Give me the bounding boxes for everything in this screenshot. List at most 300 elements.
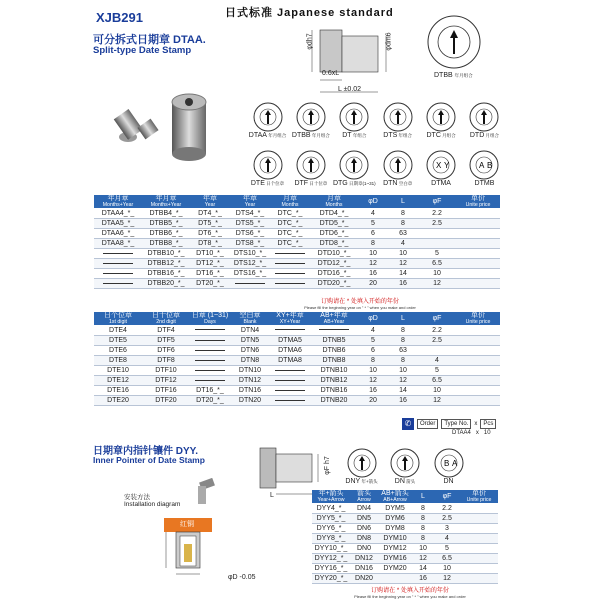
table-cell: DTD10_*_ xyxy=(310,248,358,258)
table-cell xyxy=(270,365,310,375)
table-cell: DTBB10_*_ xyxy=(142,248,190,258)
table-cell: DTNB20 xyxy=(310,395,358,405)
pcs-box: Pcs xyxy=(480,419,496,429)
table-cell xyxy=(460,503,498,513)
table-cell: DTC_*_ xyxy=(270,218,310,228)
table-cell: DT20_*_ xyxy=(190,278,230,288)
dial-dn xyxy=(384,448,427,496)
column-header: 日章 (1~31) Days xyxy=(191,312,229,325)
table-row xyxy=(312,553,498,563)
table-row xyxy=(94,208,500,218)
table-cell: 10 xyxy=(418,385,456,395)
table-cell: 10 xyxy=(388,365,418,375)
table3-note: 订购请在 * 处填入开始的年份 Please fill the beginning year on " * " when you make and order xyxy=(354,588,466,599)
table-cell xyxy=(456,385,500,395)
product-title-en: Split-type Date Stamp xyxy=(93,45,192,56)
table-row xyxy=(94,248,500,258)
table-row xyxy=(94,375,500,385)
table-cell: DT6_*_ xyxy=(190,228,230,238)
table-cell xyxy=(460,563,498,573)
column-header: 空白章 Blank xyxy=(230,312,270,325)
dial-suffix: 空白章 xyxy=(397,181,413,186)
table-cell: DTN6 xyxy=(230,345,270,355)
table-cell xyxy=(270,268,310,278)
dial-suffix: 日期章(1~31) xyxy=(347,181,376,186)
order-label: Order xyxy=(417,419,438,429)
table-cell: 4 xyxy=(358,325,388,335)
dial-dn xyxy=(427,448,470,496)
table-cell: 6 xyxy=(358,228,388,238)
table-cell: DT16_*_ xyxy=(190,268,230,278)
dim-l: L ±0.02 xyxy=(338,86,362,93)
table-cell: 3 xyxy=(434,523,460,533)
column-header: φD xyxy=(358,312,388,325)
table-cell: 8 xyxy=(412,513,434,523)
type-no-box: Type No. xyxy=(441,419,471,429)
table-cell: DYY5_*_ xyxy=(312,513,350,523)
dial-code: DTAA xyxy=(248,132,267,139)
table-cell: 16 xyxy=(388,395,418,405)
table-cell: 8 xyxy=(412,503,434,513)
table-cell: DTF20 xyxy=(142,395,190,405)
table-cell: DTE6 xyxy=(94,345,142,355)
dial-icon xyxy=(339,102,369,132)
table-row xyxy=(94,238,500,248)
table-cell: DTBB5_*_ xyxy=(142,218,190,228)
dial-icon xyxy=(383,150,413,180)
dials-row-1 xyxy=(246,102,506,154)
phone-icon: ✆ xyxy=(402,418,414,430)
dial-dtd xyxy=(463,102,506,154)
table-cell: 12 xyxy=(412,553,434,563)
table-cell: 12 xyxy=(388,375,418,385)
column-header: 年+箭头 Year+Arrow xyxy=(312,490,350,503)
table-cell: DYY10_*_ xyxy=(312,543,350,553)
svg-text:A: A xyxy=(479,161,485,170)
table-cell xyxy=(270,385,310,395)
table-cell: 8 xyxy=(358,238,388,248)
table-row xyxy=(312,513,498,523)
dial-code: DTD xyxy=(469,132,485,139)
svg-text:B: B xyxy=(487,161,493,170)
dial-dts xyxy=(376,102,419,154)
table-cell: 12 xyxy=(358,375,388,385)
table-cell: DYY16_*_ xyxy=(312,563,350,573)
table-cell xyxy=(270,395,310,405)
table-cell xyxy=(270,325,310,335)
table-cell: DYM5 xyxy=(378,503,412,513)
table-cell: DTD12_*_ xyxy=(310,258,358,268)
table-cell: DN5 xyxy=(350,513,378,523)
table-cell: 8 xyxy=(388,335,418,345)
standard-title: 日式标准 Japanese standard xyxy=(225,7,394,19)
dim-06kl: 0.6xL xyxy=(322,70,340,77)
table-cell: 63 xyxy=(388,345,418,355)
table-row xyxy=(94,258,500,268)
dial-icon xyxy=(469,150,499,180)
table-cell: 4 xyxy=(418,355,456,365)
dial-code: DT xyxy=(342,132,352,139)
table-cell: DTN20 xyxy=(230,395,270,405)
table-cell: 16 xyxy=(358,385,388,395)
table-cell: 16 xyxy=(358,268,388,278)
table-cell xyxy=(456,228,500,238)
table-cell xyxy=(190,355,230,365)
table-cell: 12 xyxy=(418,395,456,405)
table-row xyxy=(94,335,500,345)
table-cell: 14 xyxy=(412,563,434,573)
table-cell xyxy=(190,345,230,355)
table-cell: DTN16 xyxy=(230,385,270,395)
table-cell: DTBB20_*_ xyxy=(142,278,190,288)
table-cell: DTS5_*_ xyxy=(230,218,270,228)
table-cell: DYY12_*_ xyxy=(312,553,350,563)
dial-code: DN xyxy=(443,478,454,485)
table-cell xyxy=(456,335,500,345)
table-row xyxy=(312,563,498,573)
dial-code: DTN xyxy=(383,180,398,187)
table-cell xyxy=(94,278,142,288)
table-cell xyxy=(460,553,498,563)
dim-dh7: φdh7 xyxy=(306,33,314,50)
table-cell: DTS16_*_ xyxy=(230,268,270,278)
table-cell: DYM12 xyxy=(378,543,412,553)
table-cell xyxy=(270,278,310,288)
table-cell xyxy=(456,278,500,288)
table-cell: DTE10 xyxy=(94,365,142,375)
dial-icon xyxy=(426,150,456,180)
table-cell xyxy=(460,533,498,543)
svg-text:Y: Y xyxy=(444,161,450,170)
table-cell: DN4 xyxy=(350,503,378,513)
table-cell: DTAA6_*_ xyxy=(94,228,142,238)
column-header: 日十位章 2nd digit xyxy=(142,312,190,325)
table-row xyxy=(94,218,500,228)
table-cell: DTAA8_*_ xyxy=(94,238,142,248)
table-cell: DYM20 xyxy=(378,563,412,573)
table-cell xyxy=(460,543,498,553)
dial-dtbb-large-label: DTBB 年月组合 xyxy=(434,72,473,79)
table-cell: DTBB6_*_ xyxy=(142,228,190,238)
column-header: 单价 Unite price xyxy=(456,195,500,208)
table-cell: DN8 xyxy=(350,533,378,543)
table-cell xyxy=(310,325,358,335)
table-cell: DTF4 xyxy=(142,325,190,335)
table-cell xyxy=(94,268,142,278)
table-cell: 12 xyxy=(388,258,418,268)
table-cell: DN20 xyxy=(350,573,378,583)
table-cell: DT5_*_ xyxy=(190,218,230,228)
install-diagram xyxy=(150,478,250,588)
dial-dtbb xyxy=(289,102,332,154)
table-row xyxy=(94,385,500,395)
column-header: AB+箭头 AB+Arrow xyxy=(378,490,412,503)
table-cell: DT12_*_ xyxy=(190,258,230,268)
column-header: φF xyxy=(434,490,460,503)
table-cell xyxy=(456,345,500,355)
table-row xyxy=(312,573,498,583)
table-cell xyxy=(460,523,498,533)
table-cell xyxy=(456,268,500,278)
table-row xyxy=(312,543,498,553)
table-cell: 2.5 xyxy=(434,513,460,523)
table-cell: 20 xyxy=(358,395,388,405)
table-cell xyxy=(456,258,500,268)
table-cell: DTD20_*_ xyxy=(310,278,358,288)
table-cell: 8 xyxy=(388,218,418,228)
table-cell: DTBB12_*_ xyxy=(142,258,190,268)
table-pointer xyxy=(312,490,498,584)
table-cell: DT20_*_ xyxy=(190,395,230,405)
table-cell: DTS8_*_ xyxy=(230,238,270,248)
table-cell: DTNB6 xyxy=(310,345,358,355)
table-cell: 8 xyxy=(358,355,388,365)
dial-dt xyxy=(333,102,376,154)
dial-icon xyxy=(434,448,464,478)
table-cell xyxy=(456,355,500,365)
table-cell: DTD16_*_ xyxy=(310,268,358,278)
dial-code: DTS xyxy=(383,132,398,139)
table-cell xyxy=(418,228,456,238)
product-photo xyxy=(100,62,220,172)
table-cell xyxy=(190,325,230,335)
table-row xyxy=(94,325,500,335)
dial-suffix: 年组合 xyxy=(397,133,413,138)
dial-suffix: 年月组合 xyxy=(266,133,287,138)
table-cell: DTNB8 xyxy=(310,355,358,365)
pointer-dim-l: L xyxy=(270,492,274,499)
dim-dm6: φdm6 xyxy=(385,32,393,51)
table-cell: DTE16 xyxy=(94,385,142,395)
table-cell: DTMA6 xyxy=(270,345,310,355)
table-cell: DTC_*_ xyxy=(270,228,310,238)
table-cell: DTNB12 xyxy=(310,375,358,385)
dial-icon xyxy=(390,448,420,478)
table-cell xyxy=(270,375,310,385)
table-cell: 6.5 xyxy=(418,258,456,268)
column-header: L xyxy=(388,195,418,208)
dial-suffix: 年组合 xyxy=(351,133,367,138)
dial-icon xyxy=(339,150,369,180)
table-cell: 20 xyxy=(358,278,388,288)
table-cell: DTF6 xyxy=(142,345,190,355)
table-row xyxy=(94,268,500,278)
dial-dtaa xyxy=(246,102,289,154)
table1-note: 订购请在 * 处填入开始的年份 Please fill the beginning year on " * " when you make and order xyxy=(304,299,416,310)
table-cell: DTBB4_*_ xyxy=(142,208,190,218)
table-cell: DYM6 xyxy=(378,513,412,523)
table-cell xyxy=(456,208,500,218)
table-cell xyxy=(378,573,412,583)
svg-text:B: B xyxy=(443,459,449,468)
table-row xyxy=(94,365,500,375)
table-cell xyxy=(456,238,500,248)
dial-code: DTE xyxy=(250,180,265,187)
table-cell: 14 xyxy=(388,385,418,395)
table-cell: DTF5 xyxy=(142,335,190,345)
table-cell: DTE8 xyxy=(94,355,142,365)
table-row xyxy=(94,395,500,405)
table-cell: DTD6_*_ xyxy=(310,228,358,238)
table-cell: 6.5 xyxy=(418,375,456,385)
table-cell: DYY8_*_ xyxy=(312,533,350,543)
table-cell: DTNB10 xyxy=(310,365,358,375)
table-cell: DYY6_*_ xyxy=(312,523,350,533)
table-row xyxy=(312,503,498,513)
table-cell: DYY20_*_ xyxy=(312,573,350,583)
table-cell xyxy=(190,335,230,345)
dial-suffix: 年+箭头 xyxy=(360,479,378,484)
table-cell: 2.2 xyxy=(418,325,456,335)
table-cell: DTNB16 xyxy=(310,385,358,395)
table-cell: 10 xyxy=(434,563,460,573)
dial-icon xyxy=(296,150,326,180)
table-cell: 10 xyxy=(418,268,456,278)
table-cell: 8 xyxy=(388,208,418,218)
table-cell: 12 xyxy=(434,573,460,583)
table-cell: 2.5 xyxy=(418,218,456,228)
dial-icon xyxy=(296,102,326,132)
dial-suffix: 月组合 xyxy=(440,133,456,138)
column-header: 年章 Year xyxy=(230,195,270,208)
dial-suffix: 箭头 xyxy=(404,479,416,484)
table-cell: 8 xyxy=(412,523,434,533)
table-cell: 10 xyxy=(412,543,434,553)
dial-code: DTF xyxy=(294,180,309,187)
table-cell: 12 xyxy=(358,258,388,268)
table-cell: DT8_*_ xyxy=(190,238,230,248)
table-cell xyxy=(456,218,500,228)
table-cell: DTC_*_ xyxy=(270,208,310,218)
dial-code: DTC xyxy=(426,132,441,139)
table-cell: 2.2 xyxy=(434,503,460,513)
svg-text:X: X xyxy=(436,161,442,170)
column-header: L xyxy=(412,490,434,503)
table-cell: DTC_*_ xyxy=(270,238,310,248)
table-month-year xyxy=(94,195,500,289)
dial-suffix: 日十位章 xyxy=(308,181,328,186)
table-cell: DYY4_*_ xyxy=(312,503,350,513)
table-cell: DT16_*_ xyxy=(190,385,230,395)
table-cell: DTE5 xyxy=(94,335,142,345)
table-cell: 16 xyxy=(388,278,418,288)
svg-text:A: A xyxy=(451,459,457,468)
table-cell: 10 xyxy=(358,365,388,375)
column-header: 箭头 Arrow xyxy=(350,490,378,503)
column-header: 单价 Unite price xyxy=(460,490,498,503)
table-cell xyxy=(460,573,498,583)
install-dim-d: φD -0.05 xyxy=(228,574,256,581)
table-cell: DN16 xyxy=(350,563,378,573)
table-row xyxy=(94,345,500,355)
dial-suffix: 年月组合 xyxy=(310,133,330,138)
pointer-title-en: Inner Pointer of Date Stamp xyxy=(93,455,205,465)
table-cell: 10 xyxy=(358,248,388,258)
dial-icon xyxy=(253,102,283,132)
dial-dtc xyxy=(420,102,463,154)
column-header: 月章 Months xyxy=(270,195,310,208)
table-cell xyxy=(190,375,230,385)
table-cell xyxy=(230,278,270,288)
table-cell: DTBB8_*_ xyxy=(142,238,190,248)
table-cell: 12 xyxy=(418,278,456,288)
table-cell: DTMA8 xyxy=(270,355,310,365)
table-cell: 16 xyxy=(412,573,434,583)
table-cell xyxy=(94,258,142,268)
table-row xyxy=(312,533,498,543)
table-cell: DTD4_*_ xyxy=(310,208,358,218)
table-cell: 5 xyxy=(418,365,456,375)
column-header: φD xyxy=(358,195,388,208)
table-cell: DT4_*_ xyxy=(190,208,230,218)
table-cell xyxy=(456,395,500,405)
table-cell: 2.2 xyxy=(418,208,456,218)
table-day xyxy=(94,312,500,406)
dial-code: DN xyxy=(394,478,405,485)
dial-code: DTMA xyxy=(431,180,451,187)
dial-icon xyxy=(383,102,413,132)
table-cell: DYM8 xyxy=(378,523,412,533)
table-cell: 63 xyxy=(388,228,418,238)
column-header: 年月章 Months+Year xyxy=(94,195,142,208)
table-cell: 2.5 xyxy=(418,335,456,345)
table-cell: DTN5 xyxy=(230,335,270,345)
table-row xyxy=(94,228,500,238)
table-cell: DTS12_*_ xyxy=(230,258,270,268)
column-header: 年月章 Months+Year xyxy=(142,195,190,208)
table-cell xyxy=(456,248,500,258)
table-cell: DTF10 xyxy=(142,365,190,375)
table-cell: DTBB16_*_ xyxy=(142,268,190,278)
dial-dny xyxy=(340,448,383,496)
pointer-title-cn: 日期章内指针镶件 DYY. xyxy=(93,446,199,457)
dial-suffix: 月组合 xyxy=(484,133,500,138)
table-cell: DTS10_*_ xyxy=(230,248,270,258)
install-label: 安装方法 Installation diagram xyxy=(124,494,181,508)
column-header: AB+年章 AB+Year xyxy=(310,312,358,325)
table-row xyxy=(94,278,500,288)
table-cell: 5 xyxy=(358,335,388,345)
table-cell: DN6 xyxy=(350,523,378,533)
table-cell: 6 xyxy=(358,345,388,355)
table-cell: DTAA4_*_ xyxy=(94,208,142,218)
table-cell: DTF8 xyxy=(142,355,190,365)
table-cell xyxy=(270,258,310,268)
table-cell xyxy=(456,375,500,385)
table-cell: DTN10 xyxy=(230,365,270,375)
order-x: x xyxy=(474,421,478,427)
table-cell: 5 xyxy=(418,248,456,258)
table-row xyxy=(312,523,498,533)
dial-icon xyxy=(426,102,456,132)
table-cell: 10 xyxy=(388,248,418,258)
dial-code: DTG xyxy=(332,180,348,187)
table-cell xyxy=(456,365,500,375)
table-cell: DTE4 xyxy=(94,325,142,335)
column-header: 月章 Months xyxy=(310,195,358,208)
dial-icon xyxy=(253,150,283,180)
dial-code: DNY xyxy=(345,478,361,485)
column-header: φF xyxy=(418,312,456,325)
table-cell: DTD5_*_ xyxy=(310,218,358,228)
table-cell: DTN12 xyxy=(230,375,270,385)
table-cell xyxy=(190,365,230,375)
catalog-code: XJB291 xyxy=(96,10,143,25)
table-cell: 5 xyxy=(434,543,460,553)
table-cell xyxy=(418,238,456,248)
table-cell xyxy=(418,345,456,355)
order-example: DTAA4 x 10 xyxy=(452,430,491,436)
